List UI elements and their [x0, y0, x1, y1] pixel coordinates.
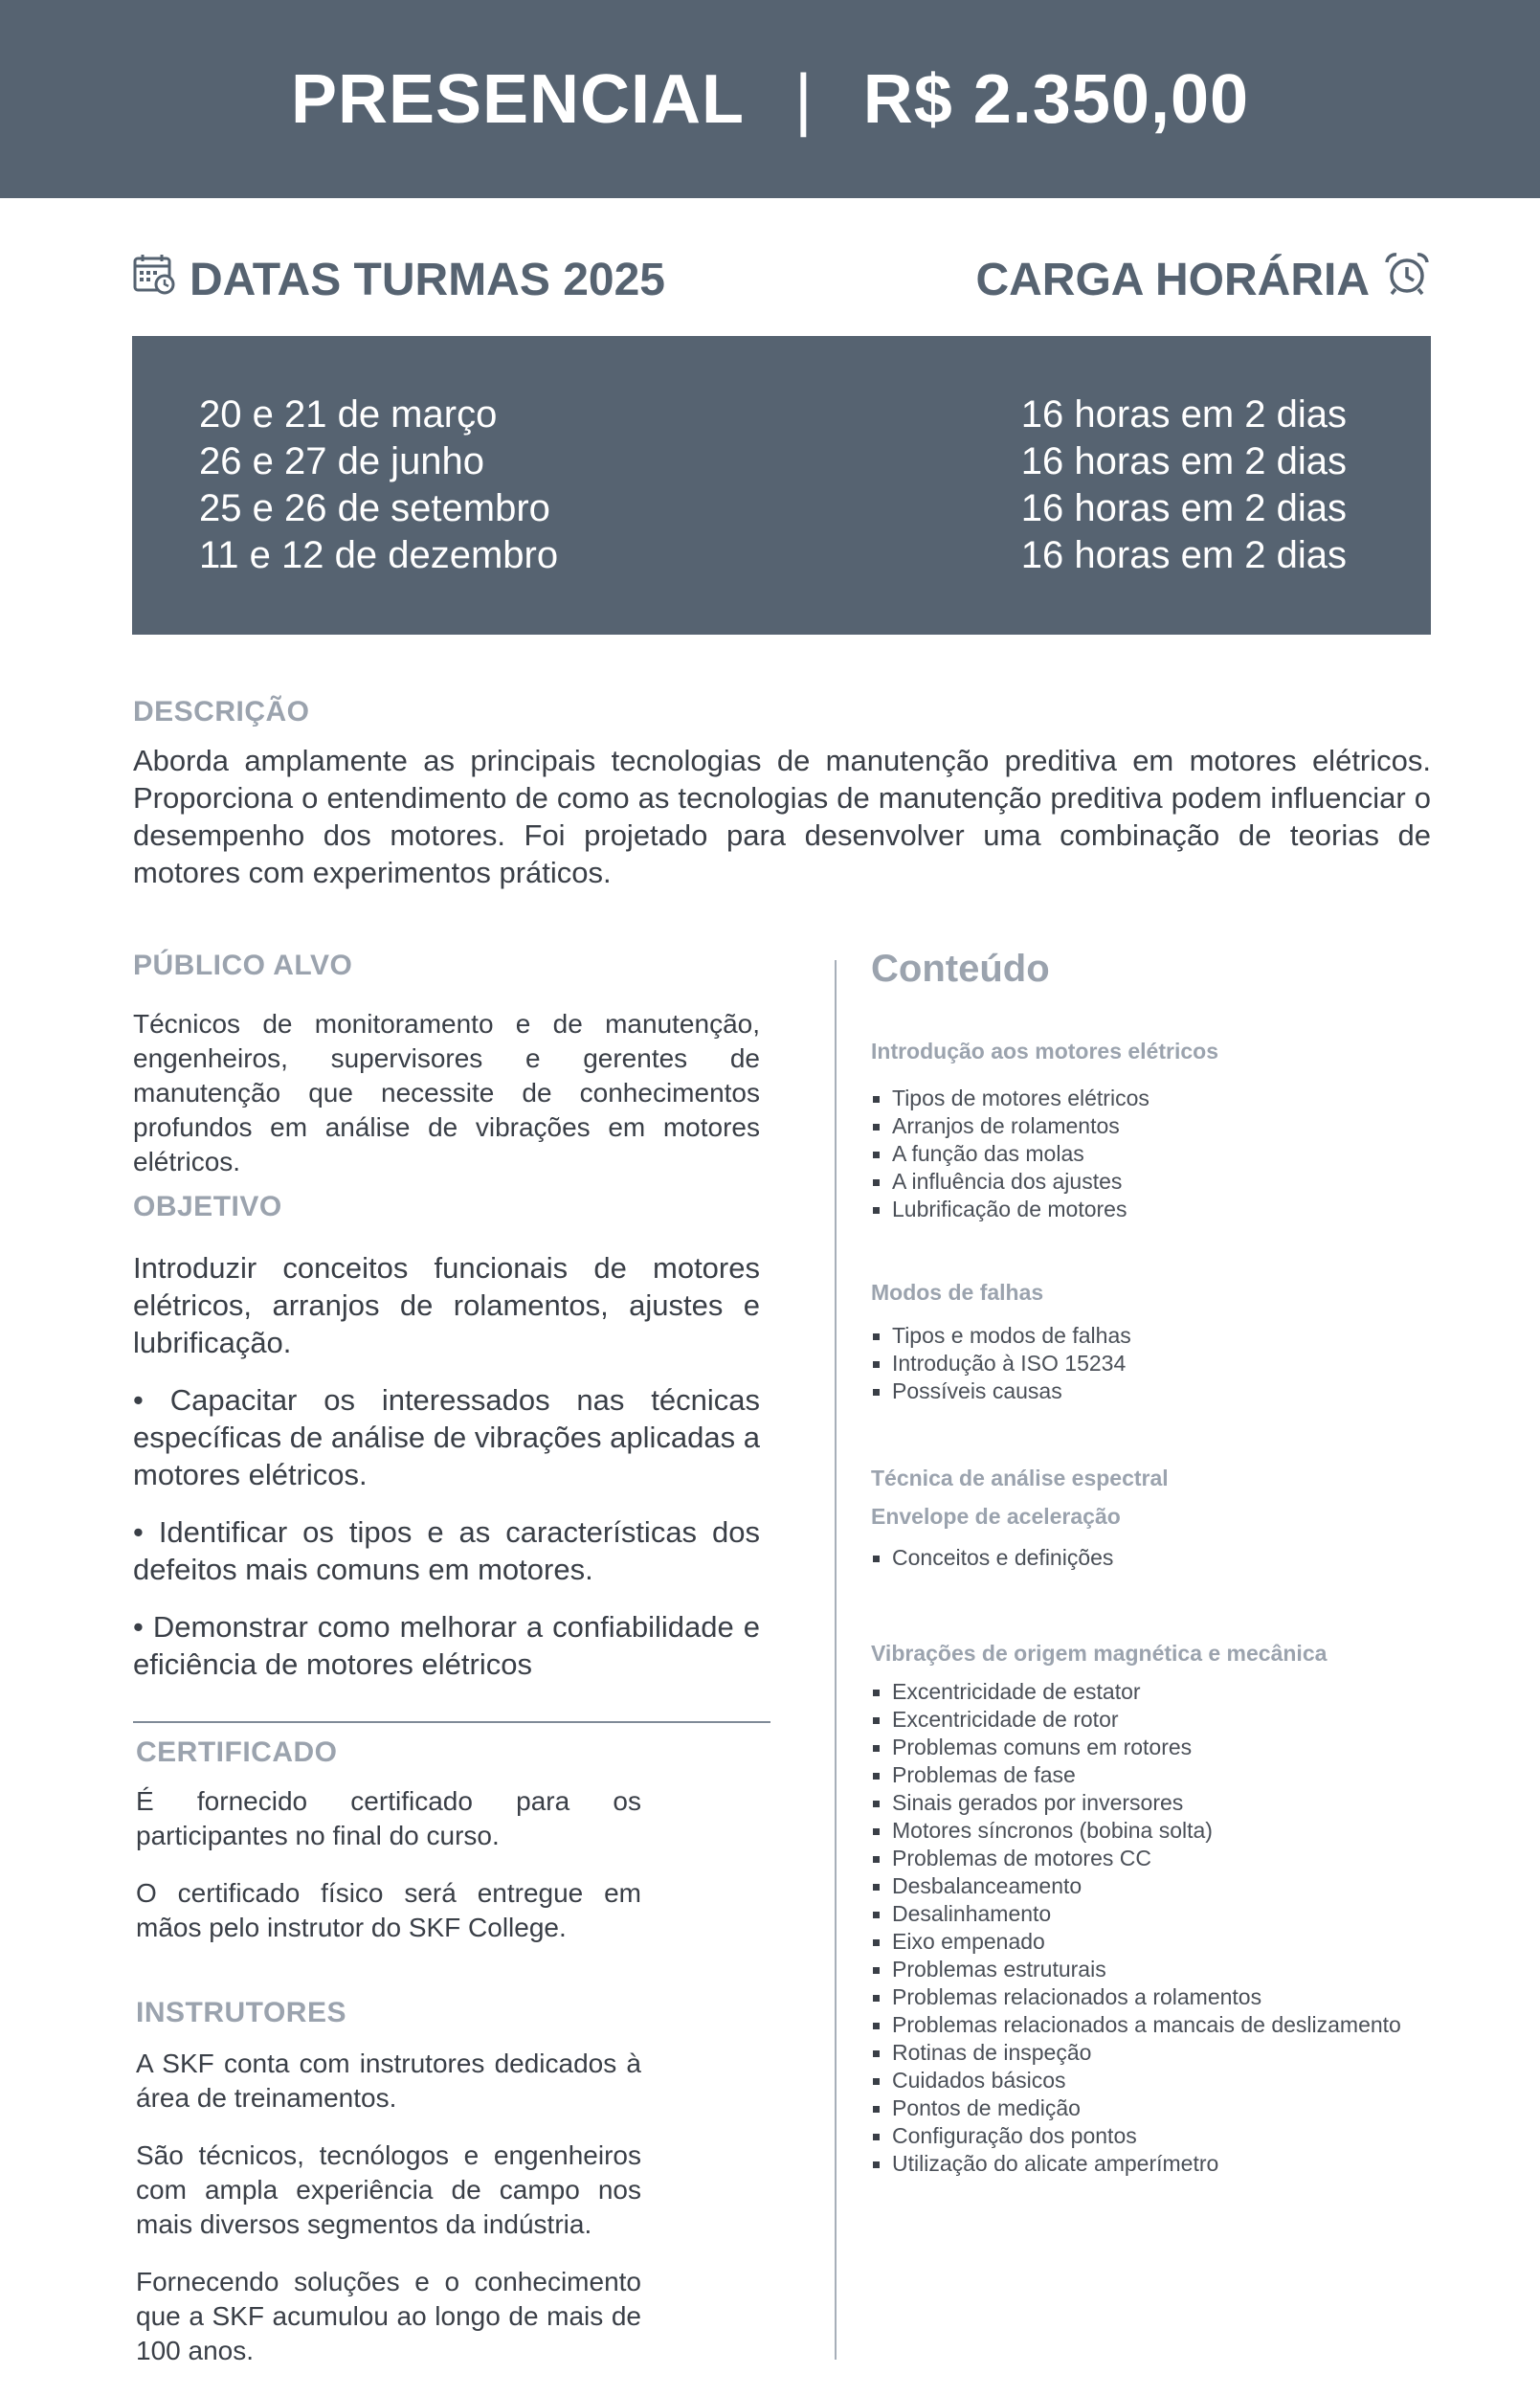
content-group-list	[871, 1085, 1426, 1223]
date-row: 26 e 27 de junho	[199, 440, 485, 482]
list-item: Introdução à ISO 15234	[871, 1350, 1426, 1377]
content-group-title: Introdução aos motores elétricos	[871, 1039, 1218, 1064]
content-group-title: Vibrações de origem magnética e mecânica	[871, 1641, 1328, 1666]
list-item: Eixo empenado	[871, 1928, 1426, 1956]
content-group-list	[871, 1678, 1426, 2178]
list-item: Conceitos e definições	[871, 1544, 1426, 1572]
list-item: A função das molas	[871, 1140, 1426, 1168]
list-item: Problemas de motores CC	[871, 1845, 1426, 1872]
hours-row: 16 horas em 2 dias	[1020, 487, 1347, 529]
content-group-motors	[871, 1038, 1426, 1223]
content-group-failures	[871, 1279, 1426, 1405]
banner-separator: |	[794, 60, 814, 138]
content-group-list	[871, 1322, 1426, 1405]
dates-title	[132, 251, 665, 308]
price-label: R$ 2.350,00	[862, 60, 1250, 138]
list-item: Utilização do alicate amperímetro	[871, 2150, 1426, 2178]
content-group-title: Modos de falhas	[871, 1280, 1044, 1305]
list-item: Desalinhamento	[871, 1900, 1426, 1928]
instructors-text	[136, 2047, 641, 2391]
content-group-subtitle: Envelope de aceleração	[871, 1504, 1121, 1529]
list-item: Arranjos de rolamentos	[871, 1112, 1426, 1140]
alarm-clock-icon	[1370, 251, 1431, 308]
content-group-vibrations	[871, 1640, 1426, 2178]
content-group-list	[871, 1544, 1426, 1572]
content-title: Conteúdo	[871, 948, 1050, 990]
date-row: 25 e 26 de setembro	[199, 487, 550, 529]
modality-label: PRESENCIAL	[290, 60, 746, 138]
price-banner	[0, 0, 1540, 198]
calendar-icon	[132, 252, 190, 307]
hours-list	[1021, 392, 1347, 579]
objective-item: • Identificar os tipos e as características dos defeitos mais comuns em motores.	[133, 1515, 760, 1586]
description-heading: DESCRIÇÃO	[133, 696, 310, 728]
hours-row: 16 horas em 2 dias	[1020, 393, 1347, 436]
list-item: Sinais gerados por inversores	[871, 1789, 1426, 1817]
column-divider	[835, 960, 837, 2360]
instructors-heading: INSTRUTORES	[136, 1997, 346, 2028]
audience-text: Técnicos de monitoramento e de manutenção, engenheiros, supervisores e gerentes de manutenção que necessite de conhecimentos profundos em análise de vibrações em motores elétricos.	[133, 1009, 760, 1176]
list-item: Problemas comuns em rotores	[871, 1734, 1426, 1761]
list-item: Desbalanceamento	[871, 1872, 1426, 1900]
audience-heading: PÚBLICO ALVO	[133, 950, 353, 981]
list-item: Configuração dos pontos	[871, 2122, 1426, 2150]
list-item: Lubrificação de motores	[871, 1196, 1426, 1223]
list-item: Cuidados básicos	[871, 2067, 1426, 2094]
certificate-heading: CERTIFICADO	[136, 1736, 338, 1768]
list-item: Problemas relacionados a rolamentos	[871, 1983, 1426, 2011]
content-group-spectral	[871, 1465, 1426, 1572]
schedule-band	[132, 336, 1431, 635]
objective-item: • Demonstrar como melhorar a confiabilidade e eficiência de motores elétricos	[133, 1610, 760, 1681]
certificate-text	[136, 1784, 641, 1968]
load-title	[975, 251, 1431, 308]
list-item: Pontos de medição	[871, 2094, 1426, 2122]
content-group-title: Técnica de análise espectral	[871, 1466, 1169, 1490]
list-item: Motores síncronos (bobina solta)	[871, 1817, 1426, 1845]
date-row: 20 e 21 de março	[199, 393, 498, 436]
instructors-paragraph: A SKF conta com instrutores dedicados à área de treinamentos.	[136, 2049, 641, 2113]
list-item: Tipos e modos de falhas	[871, 1322, 1426, 1350]
objective-heading: OBJETIVO	[133, 1191, 282, 1222]
objective-item: Introduzir conceitos funcionais de motores elétricos, arranjos de rolamentos, ajustes e lubrificação.	[133, 1251, 760, 1359]
list-item: Excentricidade de rotor	[871, 1706, 1426, 1734]
list-item: Problemas de fase	[871, 1761, 1426, 1789]
list-item: Problemas estruturais	[871, 1956, 1426, 1983]
instructors-paragraph: Fornecendo soluções e o conhecimento que a SKF acumulou ao longo de mais de 100 anos.	[136, 2267, 641, 2365]
hours-row: 16 horas em 2 dias	[1020, 534, 1347, 576]
list-item: A influência dos ajustes	[871, 1168, 1426, 1196]
list-item: Possíveis causas	[871, 1377, 1426, 1405]
hours-row: 16 horas em 2 dias	[1020, 440, 1347, 482]
certificate-paragraph: É fornecido certificado para os participantes no final do curso.	[136, 1786, 641, 1850]
date-row: 11 e 12 de dezembro	[199, 534, 559, 576]
list-item: Problemas relacionados a mancais de deslizamento	[871, 2011, 1426, 2039]
list-item: Rotinas de inspeção	[871, 2039, 1426, 2067]
load-title-text: CARGA HORÁRIA	[975, 254, 1370, 305]
objective-item: • Capacitar os interessados nas técnicas específicas de análise de vibrações aplicadas a motores elétricos.	[133, 1383, 760, 1491]
objective-list	[133, 1249, 760, 1703]
description-text: Aborda amplamente as principais tecnologias de manutenção preditiva em motores elétricos. Proporciona o entendimento de como as tecnologias de manutenção preditiva podem influenciar o desempenho dos motores. Foi projetado para desenvolver uma combinação de teorias de motores com experimentos práticos.	[133, 744, 1431, 889]
section-divider	[133, 1721, 770, 1723]
certificate-paragraph: O certificado físico será entregue em mãos pelo instrutor do SKF College.	[136, 1878, 641, 1942]
list-item: Tipos de motores elétricos	[871, 1085, 1426, 1112]
list-item: Excentricidade de estator	[871, 1678, 1426, 1706]
instructors-paragraph: São técnicos, tecnólogos e engenheiros com ampla experiência de campo nos mais diversos segmentos da indústria.	[136, 2140, 641, 2239]
dates-title-text: DATAS TURMAS 2025	[190, 254, 665, 305]
dates-list	[199, 392, 558, 579]
